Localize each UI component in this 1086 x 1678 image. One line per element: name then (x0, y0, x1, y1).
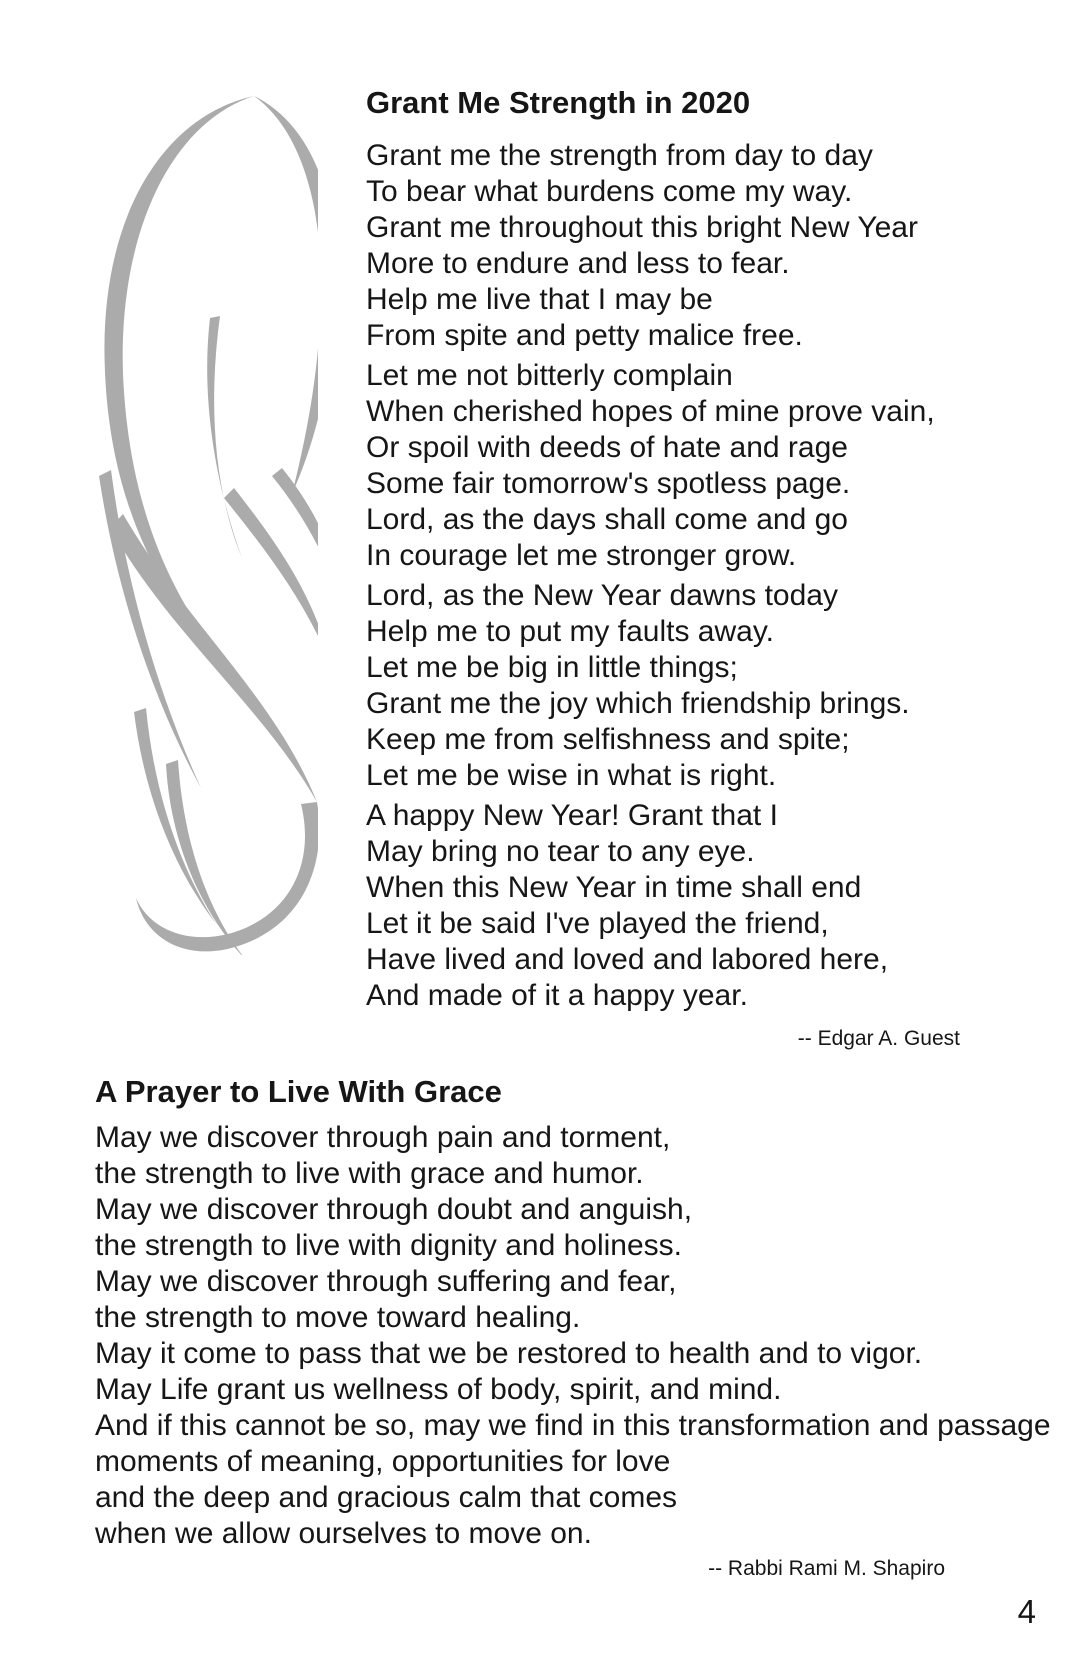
poem-line: May bring no tear to any eye. (366, 835, 755, 868)
poem-line: Lord, as the New Year dawns today (366, 579, 838, 612)
poem1-stanza-4 (366, 798, 960, 1014)
page-number: 4 (1017, 1593, 1036, 1630)
poem-line: May Life grant us wellness of body, spirit, and mind. (95, 1373, 782, 1406)
poem-line: From spite and petty malice free. (366, 319, 803, 352)
poem-line: Help me to put my faults away. (366, 615, 774, 648)
poem-grant-me-strength (366, 84, 960, 1052)
poem-line: Grant me throughout this bright New Year (366, 211, 918, 244)
poem2-title: A Prayer to Live With Grace (95, 1074, 502, 1109)
poem-line: Let me be big in little things; (366, 651, 738, 684)
poem-line: Grant me the joy which friendship brings. (366, 687, 910, 720)
poem-line: Lord, as the days shall come and go (366, 503, 848, 536)
poem-line: When cherished hopes of mine prove vain, (366, 395, 935, 428)
poem-line: Let me not bitterly complain (366, 359, 733, 392)
poem-prayer-to-live-with-grace (95, 1072, 1051, 1582)
poem-line: the strength to live with grace and humor. (95, 1157, 644, 1190)
poem-line: the strength to live with dignity and holiness. (95, 1229, 683, 1262)
poem-line: and the deep and gracious calm that comes (95, 1481, 678, 1514)
poem-line: A happy New Year! Grant that I (366, 799, 778, 832)
poem-line: Let me be wise in what is right. (366, 759, 777, 792)
poem-line: More to endure and less to fear. (366, 247, 790, 280)
poem-line: May we discover through doubt and anguish, (95, 1193, 693, 1226)
poem-line: May it come to pass that we be restored to health and to vigor. (95, 1337, 923, 1370)
poem-line: May we discover through suffering and fear, (95, 1265, 677, 1298)
poem-line: To bear what burdens come my way. (366, 175, 853, 208)
swirl-strokes (99, 96, 318, 955)
poem-line: Let it be said I've played the friend, (366, 907, 829, 940)
poem-line: Grant me the strength from day to day (366, 139, 873, 172)
poem-line: moments of meaning, opportunities for love (95, 1445, 671, 1478)
swirl-flourish-icon (88, 90, 318, 955)
poem1-stanza-3 (366, 578, 960, 794)
poem-line: When this New Year in time shall end (366, 871, 862, 904)
poem-line: In courage let me stronger grow. (366, 539, 797, 572)
poem-line: And if this cannot be so, may we find in this transformation and passage (95, 1409, 1051, 1442)
poem2-body (95, 1120, 1051, 1552)
poem-line: when we allow ourselves to move on. (95, 1517, 592, 1550)
poem-line: Have lived and loved and labored here, (366, 943, 889, 976)
poem-line: the strength to move toward healing. (95, 1301, 581, 1334)
poem1-attribution: -- Edgar A. Guest (797, 1027, 960, 1050)
poem-line: Some fair tomorrow's spotless page. (366, 467, 851, 500)
poem-line: Help me live that I may be (366, 283, 713, 316)
poem1-title: Grant Me Strength in 2020 (366, 85, 751, 120)
poem1-stanza-1 (366, 138, 960, 354)
poem2-attribution: -- Rabbi Rami M. Shapiro (708, 1557, 945, 1580)
poem-line: Keep me from selfishness and spite; (366, 723, 850, 756)
poem1-stanza-2 (366, 358, 960, 574)
poem-line: And made of it a happy year. (366, 979, 748, 1012)
poem-line: May we discover through pain and torment, (95, 1121, 671, 1154)
poem-line: Or spoil with deeds of hate and rage (366, 431, 848, 464)
